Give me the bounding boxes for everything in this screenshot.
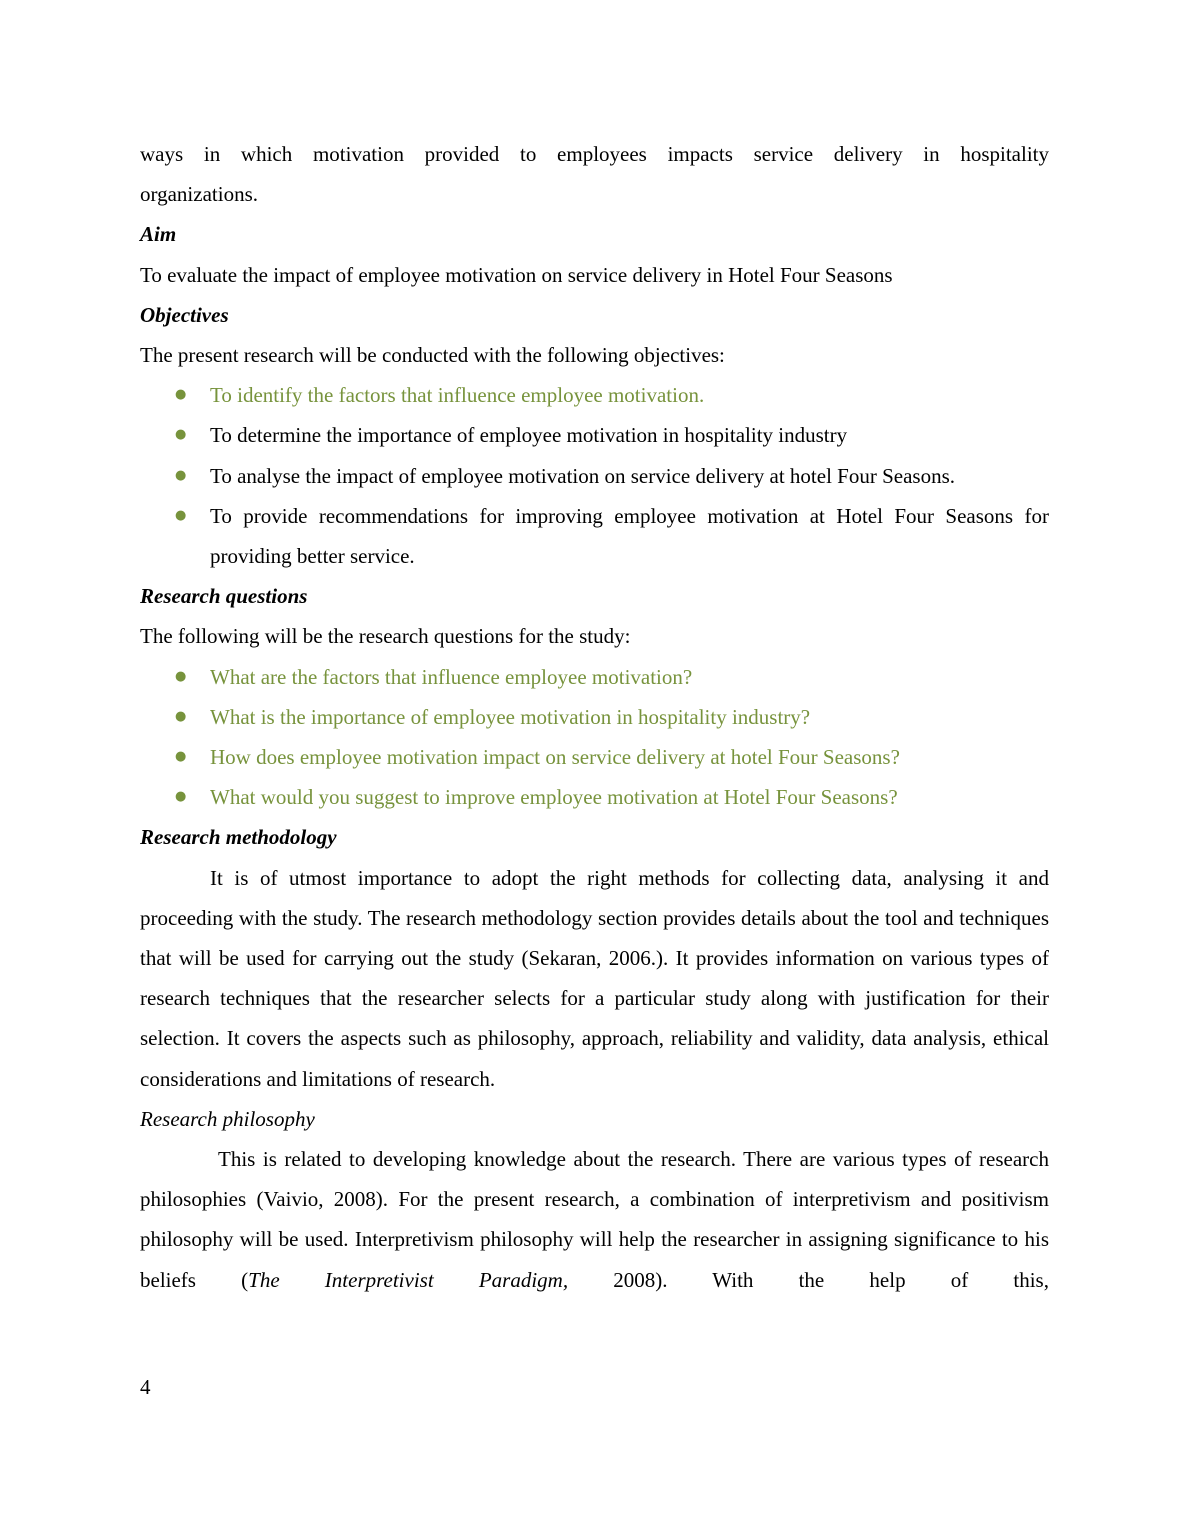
bullet-icon: ● bbox=[175, 668, 187, 684]
citation-title: The Interpretivist Paradigm, bbox=[248, 1267, 569, 1292]
intro-line-1: ways in which motivation provided to employees impacts service delivery in hospitality bbox=[140, 142, 1049, 166]
bullet-icon: ● bbox=[175, 789, 187, 805]
page-number: 4 bbox=[140, 1375, 151, 1399]
objective-text: To analyse the impact of employee motivation on service delivery at hotel Four Seasons. bbox=[210, 463, 955, 488]
list-item bbox=[140, 456, 1049, 496]
objectives-heading: Objectives bbox=[140, 302, 229, 327]
aim-text: To evaluate the impact of employee motivation on service delivery in Hotel Four Seasons bbox=[140, 262, 893, 287]
question-text: What would you suggest to improve employee motivation at Hotel Four Seasons? bbox=[210, 785, 898, 810]
list-item bbox=[140, 777, 1049, 817]
question-text: How does employee motivation impact on service delivery at hotel Four Seasons? bbox=[210, 745, 900, 770]
objectives-intro: The present research will be conducted with the following objectives: bbox=[140, 343, 725, 368]
list-item bbox=[140, 737, 1049, 777]
research-questions-list bbox=[140, 657, 1049, 818]
document-page bbox=[140, 134, 1049, 1300]
philosophy-text-part-2: 2008). With the help of this, bbox=[568, 1267, 1049, 1292]
aim-heading: Aim bbox=[140, 222, 177, 247]
bullet-icon: ● bbox=[175, 749, 187, 765]
list-item bbox=[140, 375, 1049, 415]
question-text: What are the factors that influence employee motivation? bbox=[210, 664, 693, 689]
question-text: What is the importance of employee motivation in hospitality industry? bbox=[210, 704, 811, 729]
objective-text: To provide recommendations for improving employee motivation at Hotel Four Seasons for providing better service. bbox=[210, 503, 1049, 569]
methodology-paragraph: It is of utmost importance to adopt the right methods for collecting data, analysing it and proceeding with the study. The research methodology section provides details about the tool and techniques that will be used for carrying out the study (Sekaran, 2006.). It provides information on various types of research techniques that the researcher selects for a particular study along with justification for their selection. It covers the aspects such as philosophy, approach, reliability and validity, data analysis, ethical considerations and limitations of research. bbox=[140, 865, 1049, 1091]
research-questions-intro: The following will be the research questions for the study: bbox=[140, 624, 631, 649]
list-item bbox=[140, 657, 1049, 697]
objectives-list bbox=[140, 375, 1049, 576]
philosophy-heading: Research philosophy bbox=[140, 1106, 315, 1131]
philosophy-text-part-1: This is related to developing knowledge about the research. There are various types of research philosophies (Vaivio, 2008). For the present research, a combination of interpretivism and positivism philosophy will be used. Interpretivism philosophy will help the researcher in assigning significance to his beliefs ( bbox=[140, 1147, 1049, 1292]
bullet-icon: ● bbox=[175, 708, 187, 724]
research-questions-heading: Research questions bbox=[140, 584, 308, 609]
philosophy-paragraph bbox=[140, 1139, 1049, 1300]
bullet-icon: ● bbox=[175, 387, 187, 403]
intro-line-2: organizations. bbox=[140, 182, 259, 207]
objective-text: To identify the factors that influence employee motivation. bbox=[210, 383, 705, 408]
bullet-icon: ● bbox=[175, 507, 187, 523]
bullet-icon: ● bbox=[175, 467, 187, 483]
methodology-heading: Research methodology bbox=[140, 825, 337, 850]
list-item bbox=[140, 697, 1049, 737]
objective-text: To determine the importance of employee motivation in hospitality industry bbox=[210, 423, 848, 448]
list-item bbox=[140, 496, 1049, 576]
bullet-icon: ● bbox=[175, 427, 187, 443]
list-item bbox=[140, 415, 1049, 455]
